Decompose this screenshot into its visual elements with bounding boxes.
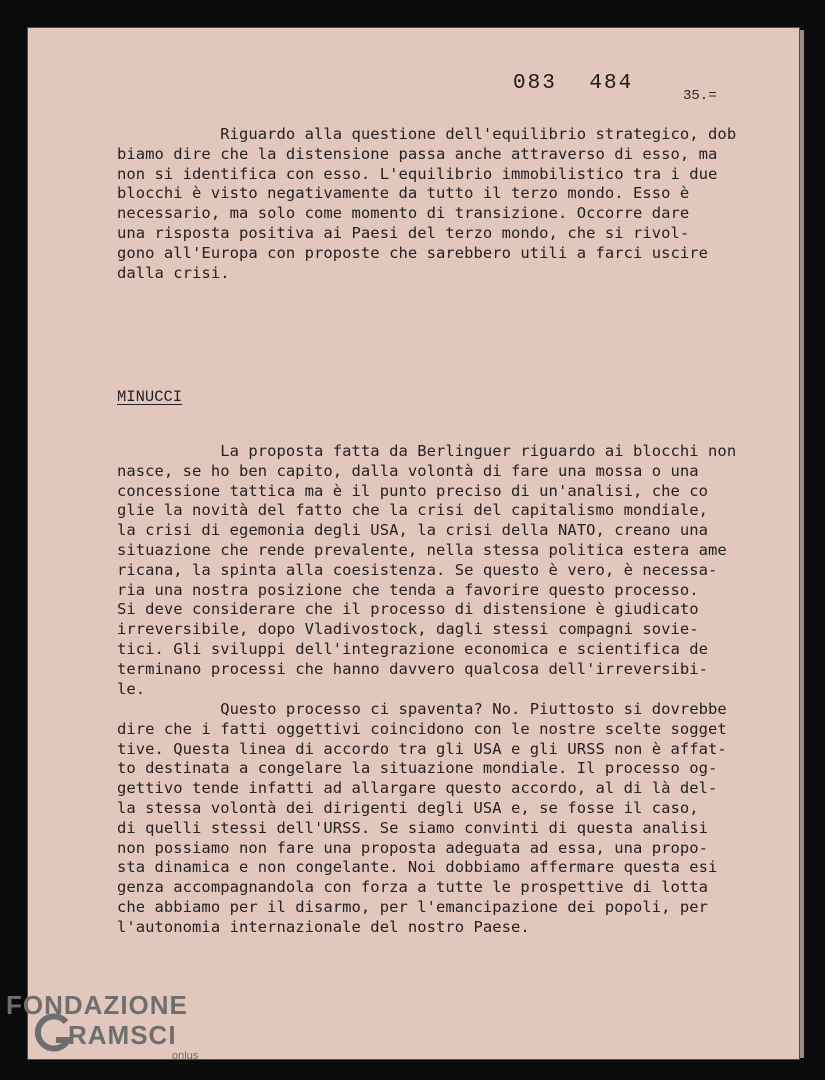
logo-line2: RAMSCI <box>68 1020 177 1050</box>
page-number: 35.= <box>683 88 717 104</box>
paragraph-proposta: La proposta fatta da Berlinguer riguardo ai blocchi non nasce, se ho ben capito, dalla volontà di fare una mossa o una concessione tattica ma è il punto preciso di un'analisi, che co glie la novità del fatto che la crisi del capitalismo mondiale, la crisi di egemonia degli USA, la crisi della NATO, creano una situazione che rende prevalente, nella stessa politica estera ame ricana, la spinta alla coesistenza. Se questo è vero, è necessa- ria una nostra posizione che tenda a favorire questo processo. Si deve considerare che il processo di distensione è giudicato irreversibile, dopo Vladivostock, dagli stessi compagni sovie- tici. Gli sviluppi dell'integrazione economica e scientifica de terminano processi che hanno davvero qualcosa dell'irreversibi- le. <box>117 442 737 698</box>
paragraph-processo: Questo processo ci spaventa? No. Piuttosto si dovrebbe dire che i fatti oggettivi coincidono con le nostre scelte sogget tive. Questa linea di accordo tra gli USA e gli URSS non è affat- to destinata a congelare la situazione mondiale. Il processo og- gettivo tende infatti ad allargare questo accordo, al di là del- la stessa volontà dei dirigenti degli USA e, se fosse il caso, di quelli stessi dell'URSS. Se siamo convinti di questa analisi non possiamo non fare una proposta adeguata ad essa, una propo- sta dinamica e non congelante. Noi dobbiamo affermare questa esi genza accompagnandola con forza a tutte le prospettive di lotta che abbiamo per il disarmo, per l'emancipazione dei popoli, per l'autonomia internazionale del nostro Paese. <box>117 700 727 936</box>
archive-number: 083 484 <box>513 72 634 95</box>
fondazione-gramsci-logo <box>6 990 206 1070</box>
logo-line1: FONDAZIONE <box>6 990 188 1020</box>
logo-line3: onlus <box>172 1050 199 1062</box>
page-edge <box>800 30 804 1058</box>
speaker-name: MINUCCI <box>117 388 183 406</box>
paragraph-equilibrio: Riguardo alla questione dell'equilibrio strategico, dob biamo dire che la distensione passa anche attraverso di esso, ma non si identifica con esso. L'equilibrio immobilistico tra i due blocchi è visto negativamente da tutto il terzo mondo. Esso è necessario, ma solo come momento di transizione. Occorre dare una risposta positiva ai Paesi del terzo mondo, che si rivol- gono all'Europa con proposte che sarebbero utili a farci uscire dalla crisi. <box>117 125 737 282</box>
